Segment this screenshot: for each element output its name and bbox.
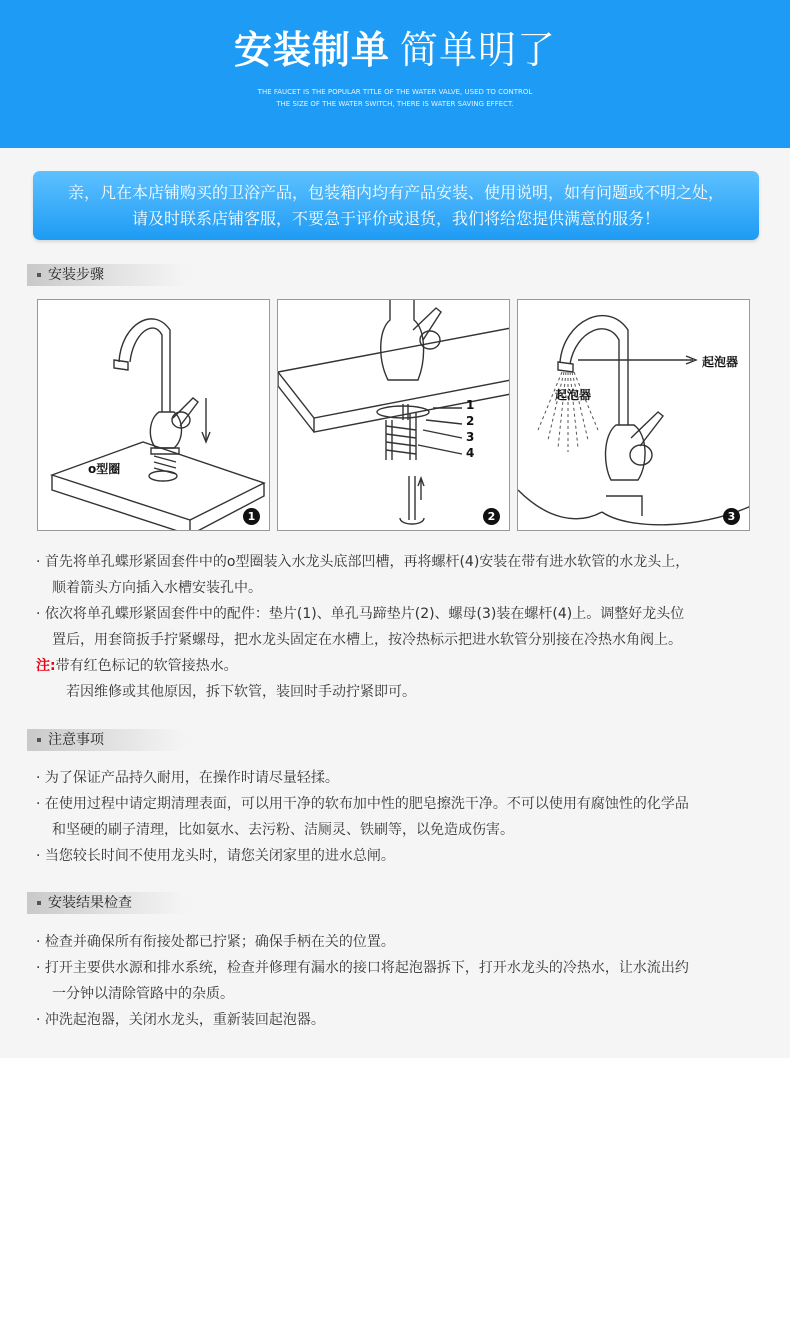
bullet-square-icon <box>37 738 41 742</box>
caution-item-3-line-1: · 当您较长时间不使用龙头时，请您关闭家里的进水总闸。 <box>36 848 395 864</box>
note-row <box>36 653 238 679</box>
banner-title <box>0 24 790 76</box>
notice-box <box>33 171 759 240</box>
installation-figures <box>37 299 749 531</box>
section-heading-label: 安装结果检查 <box>48 895 132 911</box>
content-area <box>0 148 790 1058</box>
figure-3 <box>517 299 750 531</box>
faucet-insert-illustration <box>38 300 270 531</box>
check-item-1-line-1: · 检查并确保所有衔接处都已拧紧；确保手柄在关的位置。 <box>36 934 395 950</box>
o-ring-label: o型圈 <box>88 462 121 476</box>
figure-number-1: 1 <box>243 508 260 525</box>
note-label: 注: <box>36 658 56 674</box>
figure-number-2: 2 <box>483 508 500 525</box>
part-label-3: 3 <box>466 430 475 444</box>
step-item-1-line-1: · 首先将单孔蝶形紧固套件中的o型圈装入水龙头底部凹槽，再将螺杆(4)安装在带有进水软管的水龙头上， <box>36 554 690 570</box>
aerator-cleaning-illustration <box>518 300 750 531</box>
aerator-label-right: 起泡器 <box>702 355 739 369</box>
note-text-2: 若因维修或其他原因，拆下软管，装回时手动拧紧即可。 <box>66 684 416 700</box>
note-row-2 <box>66 679 416 705</box>
check-item-2-line-2: 一分钟以清除管路中的杂质。 <box>52 986 234 1002</box>
caution-item-1-line-1: · 为了保证产品持久耐用，在操作时请尽量轻揉。 <box>36 770 339 786</box>
step-item-2 <box>36 601 766 653</box>
section-heading-label: 注意事项 <box>48 732 104 748</box>
aerator-label-left: 起泡器 <box>555 388 592 402</box>
check-item-2-line-1: · 打开主要供水源和排水系统，检查并修理有漏水的接口将起泡器拆下，打开水龙头的冷热水，让水流出约 <box>36 960 689 976</box>
section-heading-steps <box>27 264 187 286</box>
caution-item-2-line-2: 和坚硬的刷子清理，比如氨水、去污粉、洁厕灵、铁刷等，以免造成伤害。 <box>52 822 514 838</box>
check-item-1 <box>36 929 766 955</box>
header-banner <box>0 0 790 148</box>
step-item-1 <box>36 549 766 601</box>
figure-2 <box>277 299 510 531</box>
step-item-1-line-2: 顺着箭头方向插入水槽安装孔中。 <box>52 580 262 596</box>
figure-1 <box>37 299 270 531</box>
fastener-assembly-illustration <box>278 300 510 531</box>
banner-title-bold: 安装制单 <box>233 28 390 72</box>
banner-title-light: 简单明了 <box>400 28 557 72</box>
bullet-square-icon <box>37 273 41 277</box>
figure-number-3: 3 <box>723 508 740 525</box>
notice-line-2: 请及时联系店铺客服，不要急于评价或退货，我们将给您提供满意的服务！ <box>131 209 660 228</box>
part-label-1: 1 <box>466 398 475 412</box>
section-heading-label: 安装步骤 <box>48 267 104 283</box>
bullet-square-icon <box>37 901 41 905</box>
check-item-3-line-1: · 冲洗起泡器，关闭水龙头，重新装回起泡器。 <box>36 1012 325 1028</box>
section-heading-cautions <box>27 729 187 751</box>
check-item-2 <box>36 955 766 1007</box>
step-item-2-line-2: 置后，用套筒扳手拧紧螺母，把水龙头固定在水槽上，按冷热标示把进水软管分别接在冷热水角阀上。 <box>52 632 682 648</box>
caution-item-1 <box>36 765 766 791</box>
caution-item-3 <box>36 843 766 869</box>
part-label-2: 2 <box>466 414 475 428</box>
caution-item-2 <box>36 791 766 843</box>
note-text: 带有红色标记的软管接热水。 <box>55 658 238 674</box>
banner-subtitle: THE FAUCET IS THE POPULAR TITLE OF THE WATER VALVE, USED TO CONTROL THE SIZE OF THE WATER SWITCH, THERE IS WATER SAVING EFFECT. <box>257 88 533 108</box>
part-label-4: 4 <box>466 446 475 460</box>
notice-line-1: 亲，凡在本店铺购买的卫浴产品，包装箱内均有产品安装、使用说明，如有问题或不明之处， <box>67 183 724 202</box>
step-item-2-line-1: · 依次将单孔蝶形紧固套件中的配件：垫片(1)、单孔马蹄垫片(2)、螺母(3)装在螺杆(4)上。调整好龙头位 <box>36 606 685 622</box>
section-heading-check <box>27 892 187 914</box>
caution-item-2-line-1: · 在使用过程中请定期清理表面，可以用干净的软布加中性的肥皂擦洗干净。不可以使用有腐蚀性的化学品 <box>36 796 689 812</box>
check-item-3 <box>36 1007 766 1033</box>
